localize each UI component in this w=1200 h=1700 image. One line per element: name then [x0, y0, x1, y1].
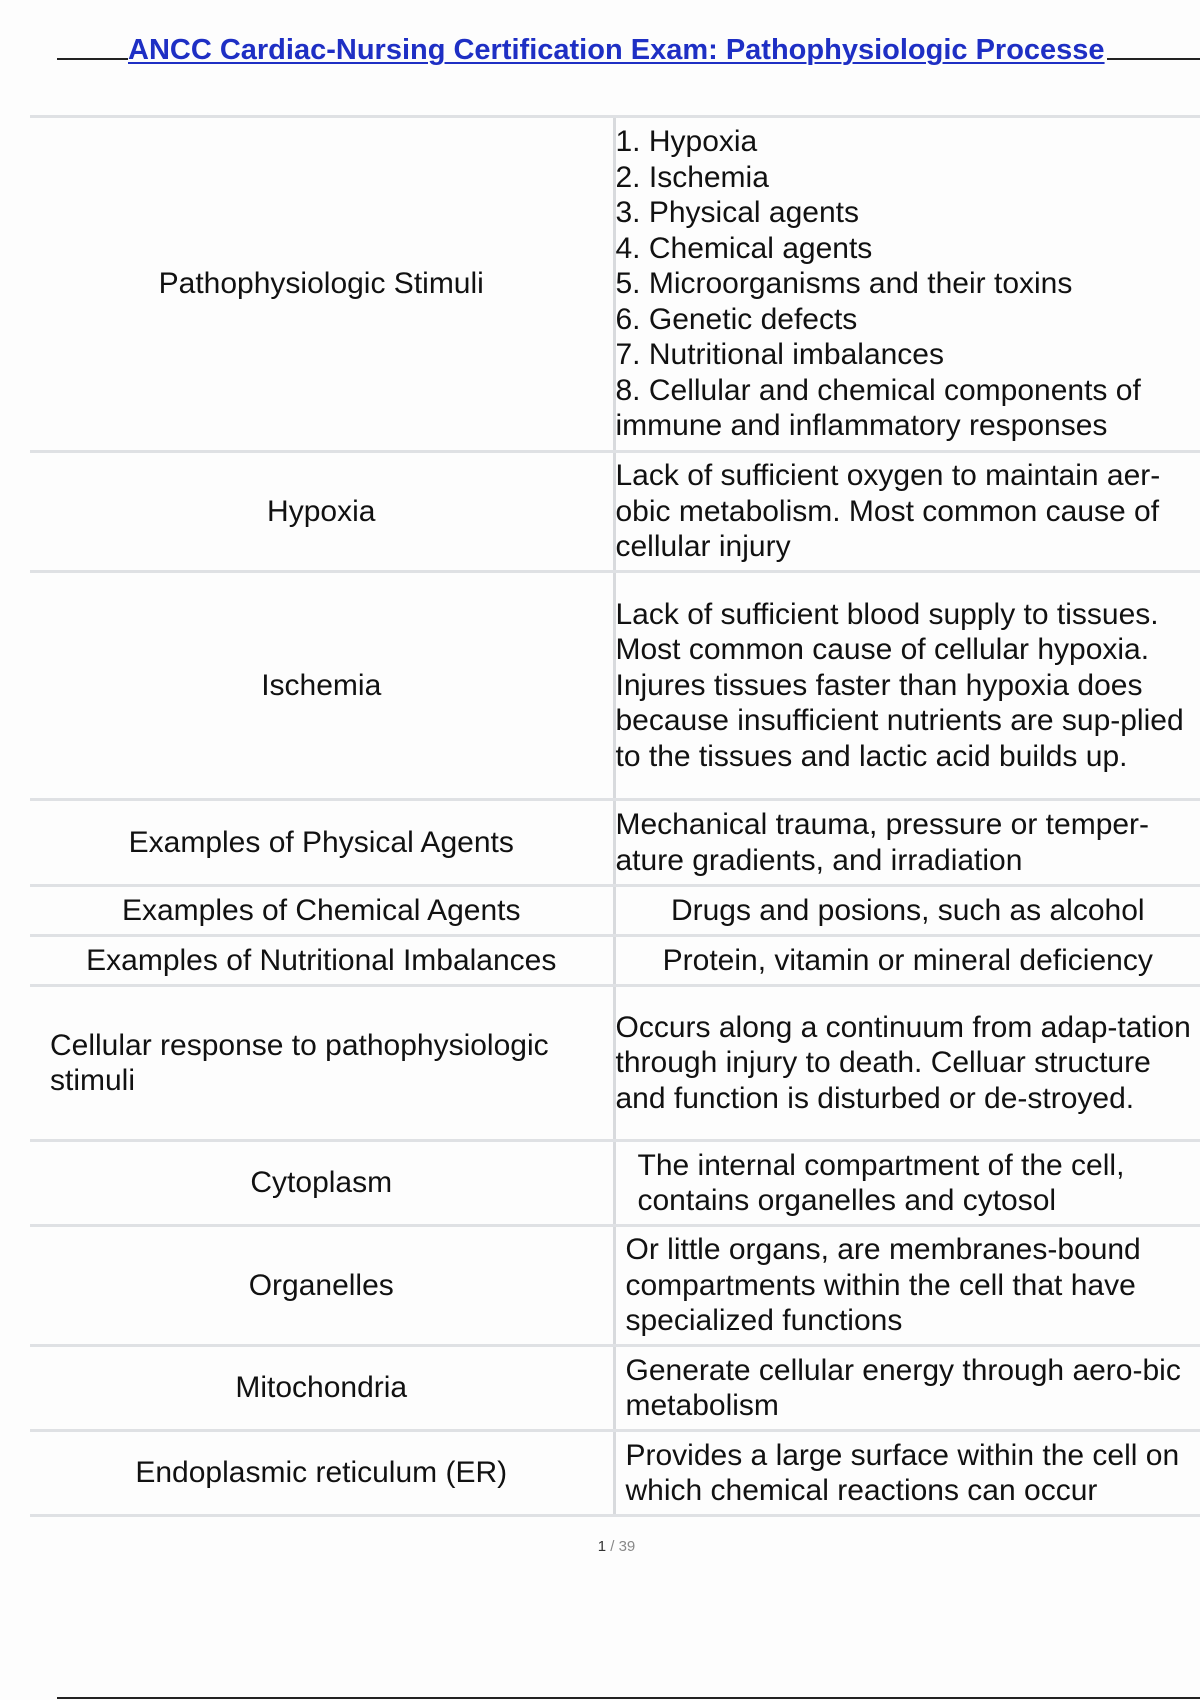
flashcard-table — [30, 115, 1200, 1517]
card-definition: Occurs along a continuum from adap-tation through injury to death. Celluar structure and function is disturbed or de-stroyed. — [614, 986, 1200, 1141]
list-item: 6. Genetic defects — [615, 302, 858, 336]
table-row — [30, 117, 1200, 452]
card-term: Endoplasmic reticulum (ER) — [30, 1431, 614, 1516]
table-row — [30, 800, 1200, 886]
card-definition-text: Provides a large surface within the cell on which chemical reactions can occur — [625, 1438, 1180, 1507]
list-item: 3. Physical agents — [615, 196, 859, 230]
card-definition: Protein, vitamin or mineral deficiency — [614, 936, 1200, 986]
list-item: 4. Chemical agents — [615, 231, 873, 265]
table-row — [30, 936, 1200, 986]
card-definition — [614, 1141, 1200, 1226]
list-item: 7. Nutritional imbalances — [615, 338, 944, 372]
card-term: Organelles — [30, 1226, 614, 1346]
card-definition-text: Or little organs, are membranes-bound compartments within the cell that have specialized functions — [625, 1233, 1141, 1338]
table-row — [30, 1431, 1200, 1516]
card-term: Pathophysiologic Stimuli — [30, 117, 614, 452]
table-row — [30, 1141, 1200, 1226]
card-definition-list — [614, 117, 1200, 452]
card-term: Examples of Chemical Agents — [30, 886, 614, 936]
table-row — [30, 1226, 1200, 1346]
table-row — [30, 572, 1200, 800]
card-definition: Lack of sufficient oxygen to maintain aer-obic metabolism. Most common cause of cellular injury — [614, 452, 1200, 572]
list-item: immune and inflammatory responses — [615, 409, 1108, 443]
card-term: Hypoxia — [30, 452, 614, 572]
bottom-rule — [57, 1697, 1200, 1699]
card-definition: Lack of sufficient blood supply to tissues. Most common cause of cellular hypoxia. Injures tissues faster than hypoxia does because insufficient nutrients are sup-plied to the tissues and lactic acid builds up. — [614, 572, 1200, 800]
list-item: 2. Ischemia — [615, 160, 769, 194]
page-separator: / — [606, 1538, 619, 1555]
card-term: Examples of Nutritional Imbalances — [30, 936, 614, 986]
card-definition: Drugs and posions, such as alcohol — [614, 886, 1200, 936]
card-term: Cellular response to pathophysiologic stimuli — [30, 986, 614, 1141]
card-term: Cytoplasm — [30, 1141, 614, 1226]
list-item: 8. Cellular and chemical components of — [615, 373, 1141, 407]
table-row — [30, 886, 1200, 936]
total-pages: 39 — [618, 1538, 636, 1555]
card-term: Ischemia — [30, 572, 614, 800]
card-definition — [614, 1431, 1200, 1516]
card-definition: Mechanical trauma, pressure or temper-ature gradients, and irradiation — [614, 800, 1200, 886]
card-definition-text: The internal compartment of the cell, contains organelles and cytosol — [637, 1148, 1125, 1217]
card-term: Examples of Physical Agents — [30, 800, 614, 886]
current-page: 1 — [597, 1538, 607, 1555]
document-title[interactable]: ANCC Cardiac-Nursing Certification Exam: Pathophysiologic Processe — [128, 34, 1105, 66]
card-definition — [614, 1226, 1200, 1346]
card-definition-text: Generate cellular energy through aero-bic metabolism — [625, 1353, 1181, 1422]
list-item: 1. Hypoxia — [615, 125, 758, 159]
card-term: Mitochondria — [30, 1346, 614, 1431]
table-row — [30, 1346, 1200, 1431]
table-row — [30, 986, 1200, 1141]
table-row — [30, 452, 1200, 572]
page-indicator — [0, 1538, 1200, 1555]
list-item: 5. Microorganisms and their toxins — [615, 267, 1073, 301]
card-definition — [614, 1346, 1200, 1431]
